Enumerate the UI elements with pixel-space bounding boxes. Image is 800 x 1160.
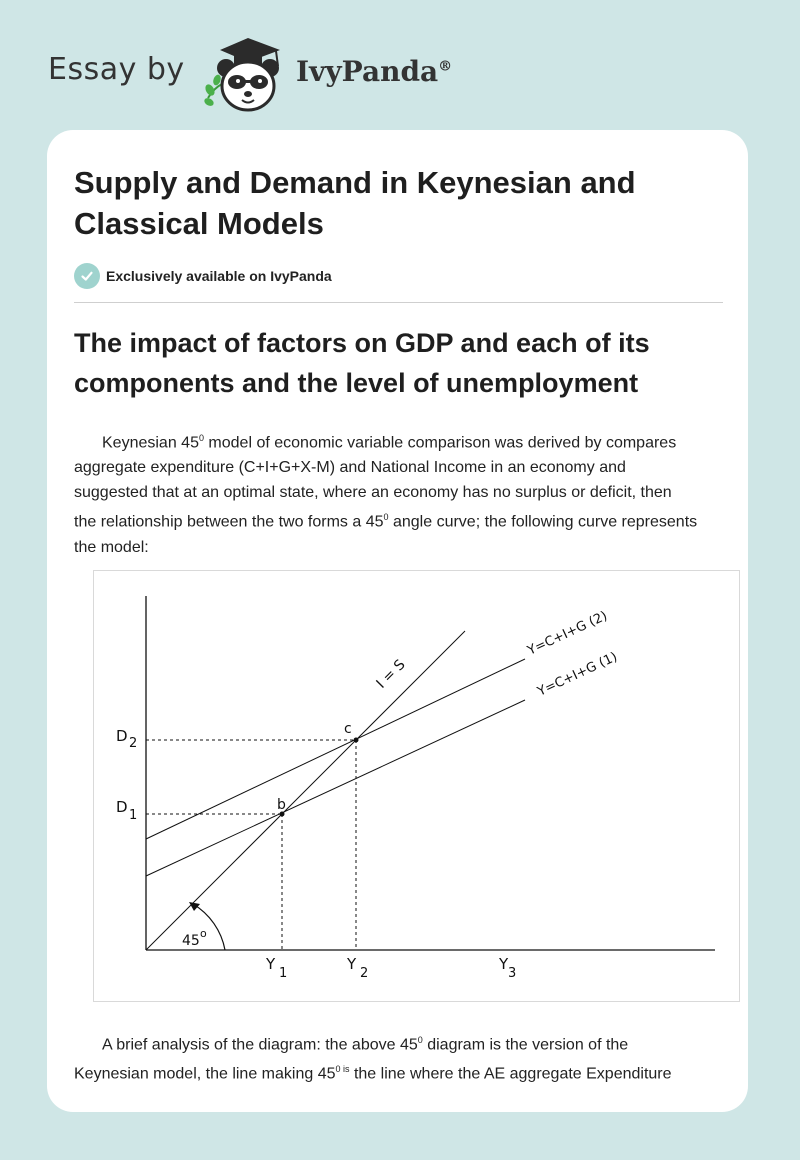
label-point-c: c <box>344 721 352 737</box>
paragraph-line <box>74 505 726 534</box>
paragraph-line: the model: <box>74 538 149 556</box>
text-span: the relationship between the two forms a 45 <box>74 513 384 531</box>
superscript: 0 <box>198 433 204 443</box>
paragraph-analysis <box>74 1028 726 1087</box>
label-i-equals-s: I = S <box>373 656 409 692</box>
paragraph-line <box>74 1057 726 1086</box>
label-y2: Y <box>347 955 357 973</box>
text-span: angle curve; the following curve represents <box>388 513 698 531</box>
text-span: A brief analysis of the diagram: the above 45 <box>102 1036 418 1054</box>
point-c-marker <box>354 738 359 743</box>
label-d2-sub: 2 <box>129 736 138 751</box>
label-ae2: Y=C+I+G (2) <box>525 608 610 659</box>
check-circle-icon <box>74 263 100 289</box>
ae-line-1 <box>146 700 525 876</box>
essay-by-label: Essay by <box>48 52 185 87</box>
label-y1: Y <box>266 955 276 973</box>
badge-label: Exclusively available on IvyPanda <box>106 268 332 284</box>
label-y3-sub: 3 <box>508 966 517 981</box>
label-d1-sub: 1 <box>129 808 138 823</box>
paragraph-intro <box>74 426 726 560</box>
label-point-b: b <box>277 797 286 813</box>
label-angle: 45 <box>182 933 200 949</box>
paragraph-line: suggested that at an optimal state, where an economy has no surplus or deficit, then <box>74 484 672 502</box>
text-span: Keynesian model, the line making 45 <box>74 1065 336 1083</box>
brand-text: IvyPanda <box>296 55 439 88</box>
diagram-svg <box>94 571 739 1001</box>
section-heading: The impact of factors on GDP and each of its components and the level of unemployment <box>74 328 650 398</box>
label-d2: D <box>116 727 128 745</box>
paragraph-line <box>74 426 726 455</box>
panda-logo-icon[interactable] <box>200 32 292 114</box>
superscript: 0 <box>417 1035 423 1045</box>
brand-name[interactable] <box>296 55 452 88</box>
exclusive-badge <box>74 263 332 289</box>
text-span: the line where the AE aggregate Expenditure <box>349 1065 672 1083</box>
site-header <box>0 0 800 120</box>
angle-arrowhead <box>189 902 200 911</box>
registered-mark: ® <box>438 58 453 75</box>
ae-line-2 <box>146 656 525 839</box>
superscript: 0 <box>383 512 389 523</box>
article-card <box>47 130 748 1112</box>
superscript: 0 is <box>335 1064 350 1075</box>
label-y2-sub: 2 <box>360 966 369 981</box>
label-ae1: Y=C+I+G (1) <box>535 649 620 700</box>
line-45-degree <box>146 631 465 950</box>
paragraph-line <box>74 1028 726 1057</box>
text-span: diagram is the version of the <box>422 1036 629 1054</box>
page-title: Supply and Demand in Keynesian and Classical Models <box>74 165 636 241</box>
divider <box>74 302 723 303</box>
keynesian-45-diagram <box>93 570 740 1002</box>
text-span: Keynesian 45 <box>102 434 199 452</box>
label-angle-sup: o <box>200 927 207 940</box>
label-y3: Y <box>499 955 509 973</box>
label-y1-sub: 1 <box>279 966 288 981</box>
text-span: model of economic variable comparison was derived by compares <box>203 434 677 452</box>
paragraph-line: aggregate expenditure (C+I+G+X-M) and National Income in an economy and <box>74 459 626 477</box>
label-d1: D <box>116 798 128 816</box>
